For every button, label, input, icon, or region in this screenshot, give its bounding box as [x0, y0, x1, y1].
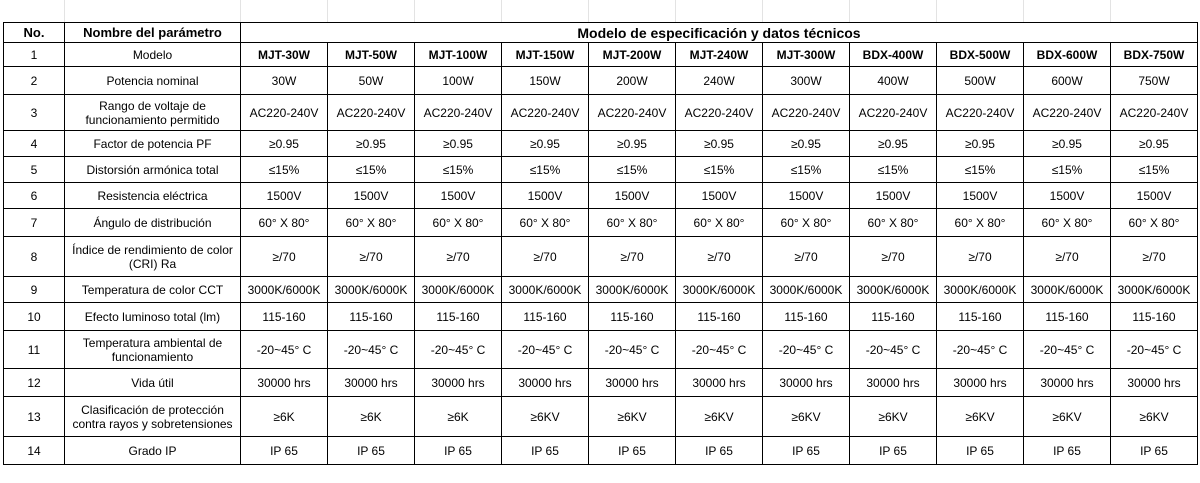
value-cell[interactable]: AC220-240V — [589, 95, 676, 131]
value-cell[interactable]: ≥0.95 — [502, 131, 589, 157]
value-cell[interactable]: ≥0.95 — [328, 131, 415, 157]
value-cell[interactable]: AC220-240V — [415, 95, 502, 131]
model-cell[interactable]: MJT-50W — [328, 43, 415, 67]
row-number[interactable]: 9 — [4, 277, 65, 303]
header-param[interactable]: Nombre del parámetro — [65, 23, 241, 43]
value-cell[interactable]: -20~45° C — [589, 331, 676, 369]
parameter-name[interactable]: Temperatura de color CCT — [65, 277, 241, 303]
value-cell[interactable]: -20~45° C — [241, 331, 328, 369]
model-cell[interactable]: BDX-750W — [1111, 43, 1198, 67]
model-cell[interactable]: MJT-30W — [241, 43, 328, 67]
value-cell[interactable]: ≥0.95 — [589, 131, 676, 157]
value-cell[interactable]: 115-160 — [1111, 303, 1198, 331]
spec-table — [3, 22, 1198, 465]
value-cell[interactable]: 60° X 80° — [1024, 209, 1111, 237]
table-row — [4, 209, 1198, 237]
value-cell[interactable]: -20~45° C — [937, 331, 1024, 369]
value-cell[interactable]: 3000K/6000K — [502, 277, 589, 303]
value-cell[interactable]: ≥0.95 — [415, 131, 502, 157]
value-cell[interactable]: 150W — [502, 67, 589, 95]
value-cell[interactable]: 30W — [241, 67, 328, 95]
table-row — [4, 437, 1198, 465]
value-cell[interactable]: IP 65 — [589, 437, 676, 465]
value-cell[interactable]: 60° X 80° — [1111, 209, 1198, 237]
value-cell[interactable]: 1500V — [328, 183, 415, 209]
value-cell[interactable]: 1500V — [1111, 183, 1198, 209]
value-cell[interactable]: ≥0.95 — [850, 131, 937, 157]
value-cell[interactable]: IP 65 — [1111, 437, 1198, 465]
value-cell[interactable]: ≥/70 — [589, 237, 676, 277]
value-cell[interactable]: ≤15% — [241, 157, 328, 183]
value-cell[interactable]: 60° X 80° — [415, 209, 502, 237]
value-cell[interactable]: 30000 hrs — [850, 369, 937, 397]
value-cell[interactable]: 115-160 — [937, 303, 1024, 331]
value-cell[interactable]: 1500V — [1024, 183, 1111, 209]
value-cell[interactable]: 30000 hrs — [1111, 369, 1198, 397]
model-cell[interactable]: MJT-150W — [502, 43, 589, 67]
value-cell[interactable]: ≤15% — [1024, 157, 1111, 183]
value-cell[interactable]: 400W — [850, 67, 937, 95]
value-cell[interactable]: -20~45° C — [1111, 331, 1198, 369]
value-cell[interactable]: 3000K/6000K — [763, 277, 850, 303]
value-cell[interactable]: IP 65 — [763, 437, 850, 465]
model-cell[interactable]: MJT-200W — [589, 43, 676, 67]
value-cell[interactable]: IP 65 — [502, 437, 589, 465]
table-row — [4, 397, 1198, 437]
value-cell[interactable]: 1500V — [850, 183, 937, 209]
table-row — [4, 331, 1198, 369]
value-cell[interactable]: ≥0.95 — [676, 131, 763, 157]
value-cell[interactable]: ≥/70 — [415, 237, 502, 277]
table-row — [4, 131, 1198, 157]
row-number[interactable]: 10 — [4, 303, 65, 331]
value-cell[interactable]: 30000 hrs — [763, 369, 850, 397]
value-cell[interactable]: ≥/70 — [1111, 237, 1198, 277]
value-cell[interactable]: -20~45° C — [763, 331, 850, 369]
value-cell[interactable]: ≥0.95 — [763, 131, 850, 157]
value-cell[interactable]: ≥0.95 — [1111, 131, 1198, 157]
value-cell[interactable]: 60° X 80° — [850, 209, 937, 237]
row-number[interactable]: 2 — [4, 67, 65, 95]
value-cell[interactable]: AC220-240V — [763, 95, 850, 131]
parameter-name[interactable]: Potencia nominal — [65, 67, 241, 95]
row-number[interactable]: 13 — [4, 397, 65, 437]
row-number[interactable]: 11 — [4, 331, 65, 369]
value-cell[interactable]: ≤15% — [502, 157, 589, 183]
value-cell[interactable]: 60° X 80° — [937, 209, 1024, 237]
parameter-name[interactable]: Clasificación de protección contra rayos y sobretensiones — [65, 397, 241, 437]
model-cell[interactable]: BDX-600W — [1024, 43, 1111, 67]
parameter-name[interactable]: Distorsión armónica total — [65, 157, 241, 183]
header-no[interactable]: No. — [4, 23, 65, 43]
value-cell[interactable]: ≤15% — [328, 157, 415, 183]
value-cell[interactable]: 115-160 — [502, 303, 589, 331]
table-row — [4, 237, 1198, 277]
value-cell[interactable]: ≥6K — [415, 397, 502, 437]
value-cell[interactable]: ≤15% — [850, 157, 937, 183]
value-cell[interactable]: 1500V — [763, 183, 850, 209]
row-number[interactable]: 1 — [4, 43, 65, 67]
value-cell[interactable]: IP 65 — [241, 437, 328, 465]
value-cell[interactable]: IP 65 — [850, 437, 937, 465]
value-cell[interactable]: ≥6KV — [676, 397, 763, 437]
value-cell[interactable]: 300W — [763, 67, 850, 95]
value-cell[interactable]: -20~45° C — [502, 331, 589, 369]
value-cell[interactable]: AC220-240V — [1111, 95, 1198, 131]
value-cell[interactable]: IP 65 — [415, 437, 502, 465]
value-cell[interactable]: ≥0.95 — [241, 131, 328, 157]
value-cell[interactable]: 60° X 80° — [502, 209, 589, 237]
value-cell[interactable]: 200W — [589, 67, 676, 95]
parameter-name[interactable]: Rango de voltaje de funcionamiento permitido — [65, 95, 241, 131]
parameter-name[interactable]: Temperatura ambiental de funcionamiento — [65, 331, 241, 369]
value-cell[interactable]: 750W — [1111, 67, 1198, 95]
value-cell[interactable]: -20~45° C — [676, 331, 763, 369]
value-cell[interactable]: 240W — [676, 67, 763, 95]
row-number[interactable]: 14 — [4, 437, 65, 465]
value-cell[interactable]: 30000 hrs — [415, 369, 502, 397]
value-cell[interactable]: 115-160 — [1024, 303, 1111, 331]
parameter-name[interactable]: Ángulo de distribución — [65, 209, 241, 237]
value-cell[interactable]: 3000K/6000K — [676, 277, 763, 303]
value-cell[interactable]: 100W — [415, 67, 502, 95]
value-cell[interactable]: 600W — [1024, 67, 1111, 95]
value-cell[interactable]: 3000K/6000K — [328, 277, 415, 303]
value-cell[interactable]: ≤15% — [676, 157, 763, 183]
value-cell[interactable]: AC220-240V — [850, 95, 937, 131]
value-cell[interactable]: 60° X 80° — [676, 209, 763, 237]
value-cell[interactable]: 3000K/6000K — [1024, 277, 1111, 303]
value-cell[interactable]: 3000K/6000K — [241, 277, 328, 303]
row-number[interactable]: 3 — [4, 95, 65, 131]
value-cell[interactable]: 30000 hrs — [502, 369, 589, 397]
value-cell[interactable]: 3000K/6000K — [589, 277, 676, 303]
value-cell[interactable]: ≤15% — [415, 157, 502, 183]
value-cell[interactable]: ≥/70 — [676, 237, 763, 277]
value-cell[interactable]: AC220-240V — [937, 95, 1024, 131]
value-cell[interactable]: 60° X 80° — [763, 209, 850, 237]
value-cell[interactable]: AC220-240V — [502, 95, 589, 131]
table-row — [4, 369, 1198, 397]
row-number[interactable]: 12 — [4, 369, 65, 397]
value-cell[interactable]: -20~45° C — [415, 331, 502, 369]
value-cell[interactable]: ≥/70 — [763, 237, 850, 277]
table-row — [4, 157, 1198, 183]
value-cell[interactable]: ≥6KV — [589, 397, 676, 437]
table-row — [4, 95, 1198, 131]
value-cell[interactable]: -20~45° C — [850, 331, 937, 369]
parameter-name[interactable]: Resistencia eléctrica — [65, 183, 241, 209]
value-cell[interactable]: IP 65 — [676, 437, 763, 465]
value-cell[interactable]: ≥6KV — [937, 397, 1024, 437]
row-number[interactable]: 4 — [4, 131, 65, 157]
parameter-name[interactable]: Factor de potencia PF — [65, 131, 241, 157]
value-cell[interactable]: ≤15% — [589, 157, 676, 183]
value-cell[interactable]: ≥/70 — [328, 237, 415, 277]
table-row — [4, 183, 1198, 209]
value-cell[interactable]: AC220-240V — [241, 95, 328, 131]
value-cell[interactable]: 115-160 — [850, 303, 937, 331]
value-cell[interactable]: IP 65 — [328, 437, 415, 465]
value-cell[interactable]: IP 65 — [937, 437, 1024, 465]
row-number[interactable]: 8 — [4, 237, 65, 277]
value-cell[interactable]: -20~45° C — [328, 331, 415, 369]
value-cell[interactable]: 1500V — [676, 183, 763, 209]
table-row — [4, 303, 1198, 331]
header-row — [4, 23, 1198, 43]
value-cell[interactable]: ≤15% — [937, 157, 1024, 183]
value-cell[interactable]: ≥6KV — [1024, 397, 1111, 437]
value-cell[interactable]: ≥/70 — [937, 237, 1024, 277]
parameter-name[interactable]: Índice de rendimiento de color (CRI) Ra — [65, 237, 241, 277]
value-cell[interactable]: ≥/70 — [241, 237, 328, 277]
value-cell[interactable]: -20~45° C — [1024, 331, 1111, 369]
row-number[interactable]: 5 — [4, 157, 65, 183]
parameter-name[interactable]: Vida útil — [65, 369, 241, 397]
value-cell[interactable]: 1500V — [937, 183, 1024, 209]
value-cell[interactable]: 1500V — [502, 183, 589, 209]
value-cell[interactable]: AC220-240V — [328, 95, 415, 131]
table-row — [4, 43, 1198, 67]
value-cell[interactable]: 30000 hrs — [241, 369, 328, 397]
value-cell[interactable]: 60° X 80° — [241, 209, 328, 237]
value-cell[interactable]: 3000K/6000K — [415, 277, 502, 303]
value-cell[interactable]: 115-160 — [328, 303, 415, 331]
header-spec[interactable]: Modelo de especificación y datos técnicos — [241, 23, 1198, 43]
value-cell[interactable]: 115-160 — [241, 303, 328, 331]
parameter-name[interactable]: Modelo — [65, 43, 241, 67]
value-cell[interactable]: 3000K/6000K — [937, 277, 1024, 303]
value-cell[interactable]: 3000K/6000K — [1111, 277, 1198, 303]
value-cell[interactable]: ≥6K — [241, 397, 328, 437]
parameter-name[interactable]: Efecto luminoso total (lm) — [65, 303, 241, 331]
value-cell[interactable]: ≥6KV — [763, 397, 850, 437]
value-cell[interactable]: ≥6KV — [850, 397, 937, 437]
value-cell[interactable]: 1500V — [241, 183, 328, 209]
value-cell[interactable]: ≥/70 — [850, 237, 937, 277]
parameter-name[interactable]: Grado IP — [65, 437, 241, 465]
value-cell[interactable]: 30000 hrs — [328, 369, 415, 397]
model-cell[interactable]: MJT-100W — [415, 43, 502, 67]
value-cell[interactable]: ≤15% — [763, 157, 850, 183]
row-number[interactable]: 7 — [4, 209, 65, 237]
value-cell[interactable]: ≥/70 — [1024, 237, 1111, 277]
empty-grid-row — [0, 0, 1200, 22]
value-cell[interactable]: 1500V — [589, 183, 676, 209]
value-cell[interactable]: 3000K/6000K — [850, 277, 937, 303]
model-cell[interactable]: MJT-300W — [763, 43, 850, 67]
table-row — [4, 67, 1198, 95]
value-cell[interactable]: ≤15% — [1111, 157, 1198, 183]
value-cell[interactable]: 30000 hrs — [1024, 369, 1111, 397]
value-cell[interactable]: AC220-240V — [1024, 95, 1111, 131]
value-cell[interactable]: 115-160 — [415, 303, 502, 331]
value-cell[interactable]: ≥6K — [328, 397, 415, 437]
value-cell[interactable]: 60° X 80° — [589, 209, 676, 237]
model-cell[interactable]: BDX-500W — [937, 43, 1024, 67]
value-cell[interactable]: ≥6KV — [502, 397, 589, 437]
value-cell[interactable]: 500W — [937, 67, 1024, 95]
value-cell[interactable]: 1500V — [415, 183, 502, 209]
value-cell[interactable]: 30000 hrs — [589, 369, 676, 397]
value-cell[interactable]: IP 65 — [1024, 437, 1111, 465]
row-number[interactable]: 6 — [4, 183, 65, 209]
value-cell[interactable]: 115-160 — [763, 303, 850, 331]
value-cell[interactable]: 30000 hrs — [676, 369, 763, 397]
table-row — [4, 277, 1198, 303]
value-cell[interactable]: ≥0.95 — [937, 131, 1024, 157]
model-cell[interactable]: MJT-240W — [676, 43, 763, 67]
value-cell[interactable]: AC220-240V — [676, 95, 763, 131]
model-cell[interactable]: BDX-400W — [850, 43, 937, 67]
value-cell[interactable]: ≥0.95 — [1024, 131, 1111, 157]
value-cell[interactable]: 115-160 — [676, 303, 763, 331]
value-cell[interactable]: 30000 hrs — [937, 369, 1024, 397]
value-cell[interactable]: 115-160 — [589, 303, 676, 331]
value-cell[interactable]: 60° X 80° — [328, 209, 415, 237]
value-cell[interactable]: ≥6KV — [1111, 397, 1198, 437]
value-cell[interactable]: 50W — [328, 67, 415, 95]
value-cell[interactable]: ≥/70 — [502, 237, 589, 277]
